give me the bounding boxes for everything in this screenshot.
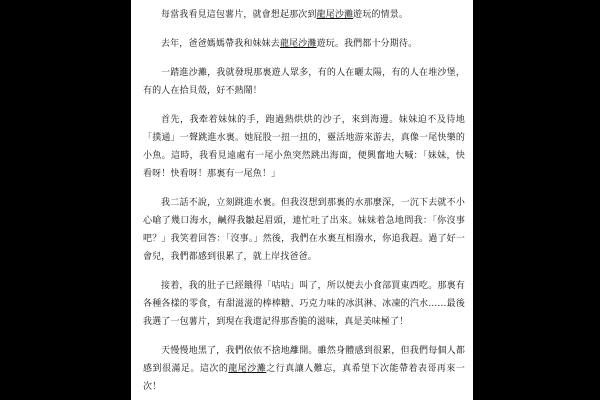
text-run: 一踏進沙灘，我就發現那裏遊人眾多，有的人在曬太陽，有的人在堆沙堡，有的人在拾貝殼，好不熱鬧！: [143, 68, 465, 96]
text-run: 天慢慢地黑了，我們依依不捨地離開。雖然身體感到很累，但我們每個人都感到很滿足。這次的: [143, 346, 465, 374]
text-run: 每當我看見這包薯片，就會想起那次到: [161, 10, 317, 20]
text-run: 遊玩的情景。: [353, 10, 409, 20]
text-run: 我二話不說，立刻跳進水裏。但我沒想到那裏的水那麼深，一沉下去就不小心嗆了幾口海水，鹹得我皺起眉頭，連忙吐了出來。妹妹着急地問我：「你沒事吧？」我笑着回答：「沒事。」然後，我們在水裏互相潑水，你追我趕。過了好一會兒，我們都感到很累了，就上岸找爸爸。: [143, 198, 465, 262]
document-page: [131, 0, 473, 400]
paragraph-4: [143, 111, 465, 183]
place-name-underlined: 龍尾沙灘: [279, 39, 317, 49]
paragraph-1: [143, 6, 465, 24]
essay-body: [143, 6, 465, 400]
text-run: 去年，爸爸媽媽帶我和妹妹去: [161, 39, 280, 49]
paragraph-3: [143, 64, 465, 100]
text-run: 之行真讓人難忘，真希望下次能帶着表哥再來一次！: [143, 364, 465, 392]
paragraph-2: [143, 35, 465, 53]
text-run: 接着，我的肚子已經餓得「咕咕」叫了，所以便去小食部買東西吃。那裏有各種各樣的零食，有甜滋滋的棒棒糖、巧克力味的冰淇淋、冰凍的汽水……最後我選了一包薯片，到現在我還記得那香脆的滋味，真是美味極了！: [143, 281, 465, 327]
paragraph-5: [143, 194, 465, 266]
paragraph-7: [143, 342, 465, 396]
text-run: 遊玩。我們都十分期待。: [316, 39, 418, 49]
paragraph-6: [143, 277, 465, 331]
place-name-underlined: 龍尾沙灘: [228, 364, 267, 374]
place-name-underlined: 龍尾沙灘: [316, 10, 354, 20]
text-run: 首先，我牽着妹妹的手，跑過熱烘烘的沙子，來到海邊。妹妹迫不及待地「撲通」一聲跳進水裏。她屁股一扭一扭的，靈活地游來游去，真像一尾快樂的小魚。這時，我看見遠處有一尾小魚突然跳出海面，便興奮地大喊：「妹妹，快看呀！快看呀！那裏有一尾魚！」: [143, 115, 465, 179]
